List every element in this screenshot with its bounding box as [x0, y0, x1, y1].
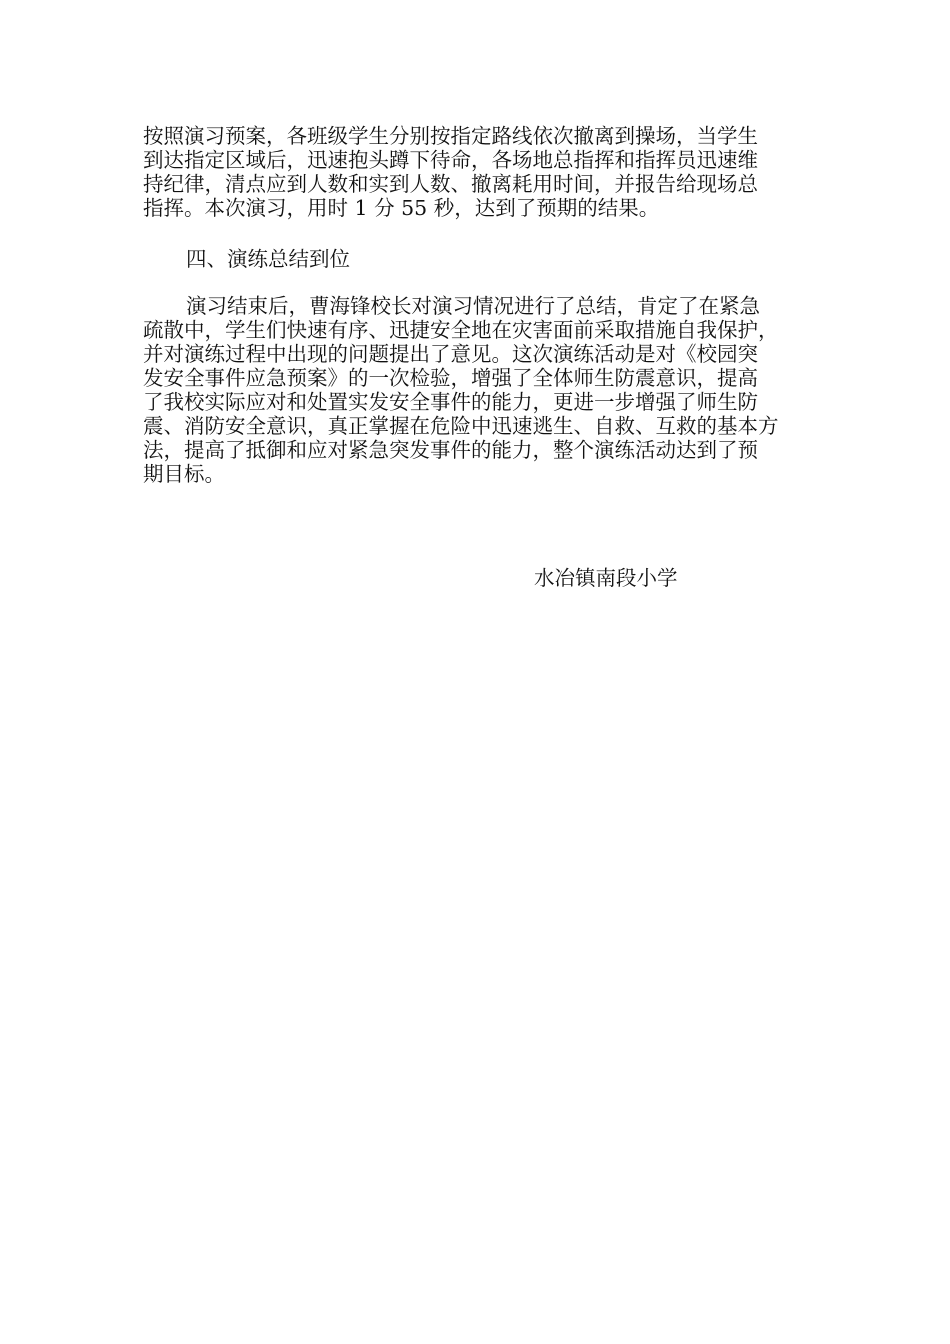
- paragraph-line: 按照演习预案，各班级学生分别按指定路线依次撤离到操场，当学生: [143, 124, 758, 148]
- signature-school-name: 水冶镇南段小学: [534, 566, 678, 590]
- paragraph-line: 了我校实际应对和处置实发安全事件的能力，更进一步增强了师生防: [143, 390, 758, 414]
- paragraph-line: 发安全事件应急预案》的一次检验，增强了全体师生防震意识，提高: [143, 366, 758, 390]
- paragraph-line: 期目标。: [143, 462, 225, 486]
- paragraph-line: 疏散中，学生们快速有序、迅捷安全地在灾害面前采取措施自我保护，: [143, 318, 779, 342]
- paragraph-line: 指挥。本次演习，用时 1 分 55 秒，达到了预期的结果。: [143, 196, 660, 220]
- paragraph-line: 演习结束后，曹海锋校长对演习情况进行了总结，肯定了在紧急: [186, 294, 760, 318]
- paragraph-line: 持纪律，清点应到人数和实到人数、撤离耗用时间，并报告给现场总: [143, 172, 758, 196]
- paragraph-drill-summary: [143, 294, 807, 486]
- paragraph-drill-evacuation: [143, 124, 807, 220]
- paragraph-line: 到达指定区域后，迅速抱头蹲下待命，各场地总指挥和指挥员迅速维: [143, 148, 758, 172]
- paragraph-line: 法，提高了抵御和应对紧急突发事件的能力，整个演练活动达到了预: [143, 438, 758, 462]
- paragraph-line: 并对演练过程中出现的问题提出了意见。这次演练活动是对《校园突: [143, 342, 758, 366]
- paragraph-line: 震、消防安全意识，真正掌握在危险中迅速逃生、自救、互救的基本方: [143, 414, 779, 438]
- section-heading: 四、演练总结到位: [186, 247, 350, 271]
